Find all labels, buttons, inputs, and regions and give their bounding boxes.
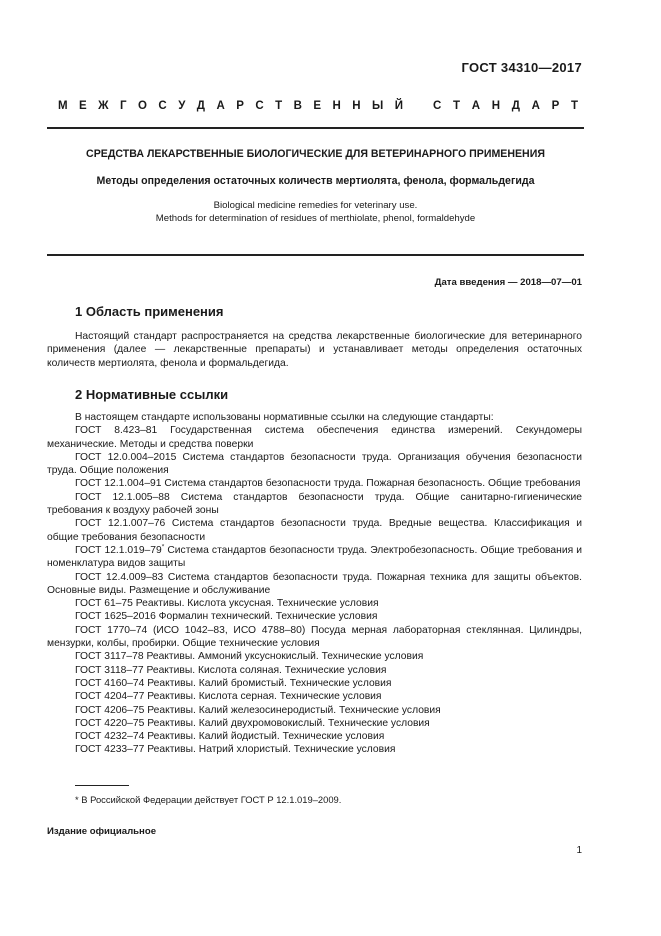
reference-text: Система стандартов безопасности труда. Электробезопасность. Общие требования и номенклатура видов защиты xyxy=(47,544,582,570)
reference-text: Система стандартов безопасности труда. Вредные вещества. Классификация и общие требования безопасности xyxy=(47,518,583,543)
reference-item xyxy=(47,690,582,703)
reference-code: ГОСТ 4220–75 xyxy=(75,717,145,729)
reference-code: ГОСТ 12.1.007–76 xyxy=(75,518,166,530)
reference-code: ГОСТ 8.423–81 xyxy=(75,425,158,437)
interstate-word: С Т А Н Д А Р Т xyxy=(433,100,578,112)
reference-item xyxy=(47,624,582,651)
reference-text: Формалин технический. Технические условия xyxy=(155,611,378,623)
reference-code: ГОСТ 4204–77 xyxy=(75,691,145,703)
reference-text: Система стандартов безопасности труда. Общие санитарно-гигиенические требования к воздуху рабочей зоны xyxy=(47,491,583,517)
edition-label: Издание официальное xyxy=(47,826,157,837)
document-title: СРЕДСТВА ЛЕКАРСТВЕННЫЕ БИОЛОГИЧЕСКИЕ ДЛЯ ВЕТЕРИНАРНОГО ПРИМЕНЕНИЯ xyxy=(86,148,545,160)
english-title xyxy=(47,199,584,225)
section-1-text: Настоящий стандарт распространяется на средства лекарственные биологические для ветеринарного применения (далее — лекарственные препараты) и устанавливает методы определения остаточных количеств мертиолята, фенола и формальдегида. xyxy=(47,331,582,369)
reference-item xyxy=(47,743,582,756)
reference-text: Система стандартов безопасности труда. Пожарная техника для защиты объектов. Основные виды. Размещение и обслуживание xyxy=(47,571,582,596)
reference-item xyxy=(47,610,582,623)
reference-text: Реактивы. Калий железосинеродистый. Технические условия xyxy=(144,704,441,716)
reference-text: Реактивы. Аммоний уксуснокислый. Технические условия xyxy=(143,651,424,663)
reference-item xyxy=(47,424,582,451)
reference-text: Реактивы. Калий бромистый. Технические условия xyxy=(144,677,392,689)
reference-code: ГОСТ 3118–77 xyxy=(75,664,144,676)
reference-text: Реактивы. Кислота серная. Технические условия xyxy=(144,691,382,703)
reference-code: ГОСТ 4206–75 xyxy=(75,704,145,716)
reference-code: ГОСТ 12.1.005–88 xyxy=(75,491,170,503)
reference-text: Государственная система обеспечения единства измерений. Секундомеры механические. Методы и средства поверки xyxy=(47,425,582,450)
reference-code: ГОСТ 4233–77 xyxy=(75,744,145,756)
reference-item xyxy=(47,650,582,663)
reference-code: ГОСТ 4160–74 xyxy=(75,677,145,689)
reference-text: Реактивы. Калий йодистый. Технические условия xyxy=(144,731,385,743)
reference-item xyxy=(47,677,582,690)
reference-item xyxy=(47,544,582,571)
reference-item xyxy=(47,517,582,544)
footnote-rule xyxy=(75,785,129,786)
reference-item xyxy=(47,597,582,610)
footnote: * В Российской Федерации действует ГОСТ Р 12.1.019–2009. xyxy=(75,794,342,805)
section-2-heading: 2 Нормативные ссылки xyxy=(75,387,229,402)
reference-text: Реактивы. Натрий хлористый. Технические условия xyxy=(144,744,396,756)
reference-text: Реактивы. Калий двухромовокислый. Технические условия xyxy=(144,717,430,729)
reference-item xyxy=(47,664,582,677)
references-intro: В настоящем стандарте использованы нормативные ссылки на следующие стандарты: xyxy=(75,412,494,423)
document-subtitle: Методы определения остаточных количеств мертиолята, фенола, формальдегида xyxy=(96,175,535,187)
document-code: ГОСТ 34310—2017 xyxy=(461,60,582,75)
interstate-word: М Е Ж Г О С У Д А Р С Т В Е Н Н Ы Й xyxy=(58,100,403,112)
introduction-date: Дата введения — 2018—07—01 xyxy=(434,277,582,288)
reference-text: Реактивы. Кислота уксусная. Технические условия xyxy=(132,598,379,610)
reference-code: ГОСТ 12.0.004–2015 xyxy=(75,451,177,463)
footnote-mark: * xyxy=(161,543,165,551)
reference-code: ГОСТ 12.4.009–83 xyxy=(75,571,164,583)
reference-item xyxy=(47,491,582,518)
references-list xyxy=(47,411,582,757)
section-1-heading: 1 Область применения xyxy=(75,304,224,319)
reference-text: Система стандартов безопасности труда. Организация обучения безопасности труда. Общие положения xyxy=(47,451,582,477)
english-title-line2: Methods for determination of residues of merthiolate, phenol, formaldehyde xyxy=(155,213,476,224)
reference-code: ГОСТ 1770–74 xyxy=(75,624,148,636)
reference-code: ГОСТ 3117–78 xyxy=(75,651,144,663)
reference-item xyxy=(47,477,582,490)
reference-code: ГОСТ 4232–74 xyxy=(75,731,145,743)
english-title-line1: Biological medicine remedies for veterinary use. xyxy=(213,200,418,211)
top-rule xyxy=(47,127,584,129)
reference-item xyxy=(47,451,582,478)
interstate-standard-label xyxy=(58,100,578,112)
reference-item xyxy=(47,717,582,730)
reference-text: Реактивы. Кислота соляная. Технические условия xyxy=(143,664,387,676)
reference-code: ГОСТ 12.1.004–91 xyxy=(75,478,162,490)
reference-text: (ИСО 1042–83, ИСО 4788–80) Посуда мерная лабораторная стеклянная. Цилиндры, мензурки, колбы, пробирки. Общие технические условия xyxy=(47,624,582,650)
reference-code: ГОСТ 12.1.019–79 xyxy=(75,544,162,556)
title-rule xyxy=(47,254,584,256)
reference-item xyxy=(47,571,582,598)
reference-code: ГОСТ 61–75 xyxy=(75,598,133,610)
reference-text: Система стандартов безопасности труда. Пожарная безопасность. Общие требования xyxy=(161,478,581,490)
reference-item xyxy=(47,704,582,717)
reference-item xyxy=(47,730,582,743)
reference-code: ГОСТ 1625–2016 xyxy=(75,611,156,623)
page-number: 1 xyxy=(576,845,582,856)
